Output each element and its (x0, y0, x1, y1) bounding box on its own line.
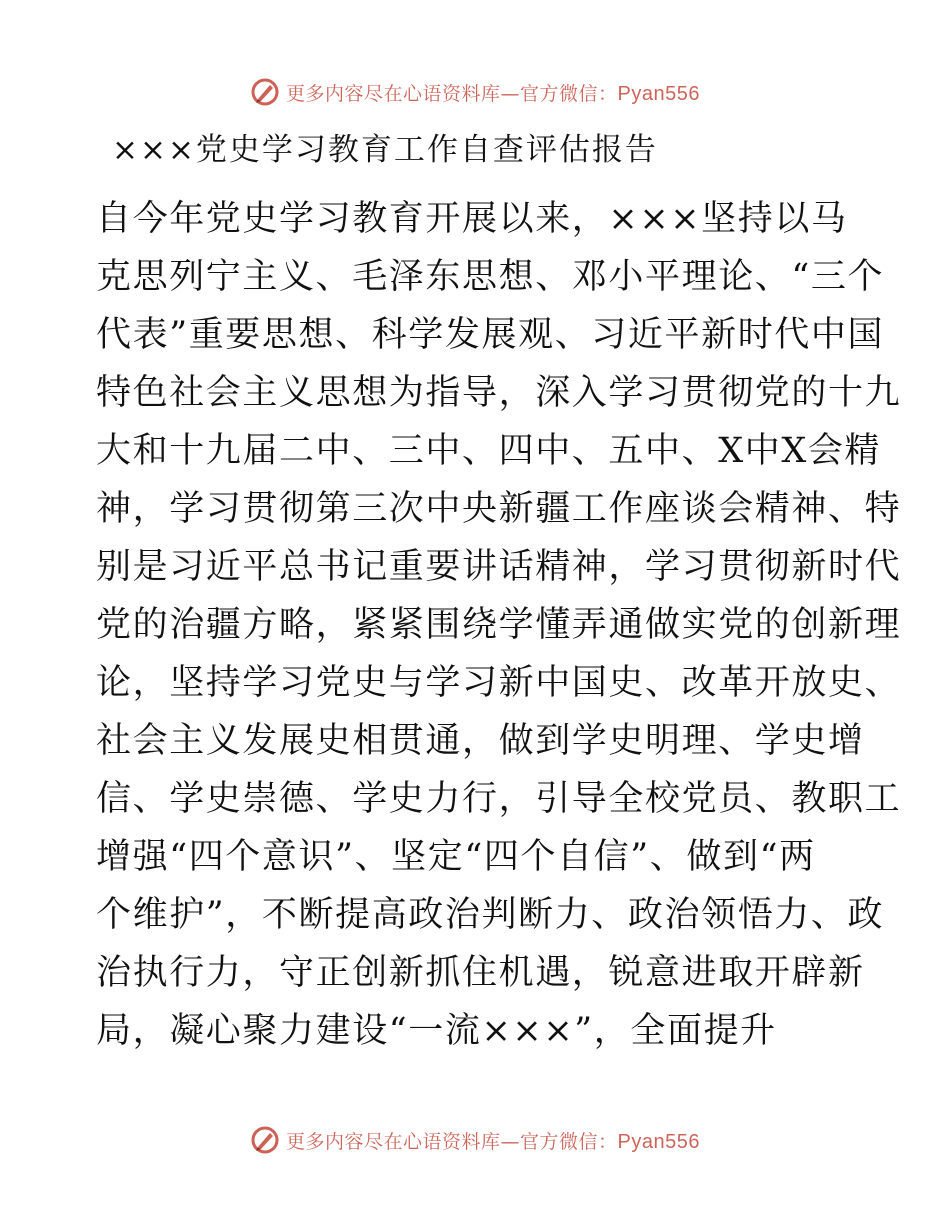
watermark-wechat-id: Pyan556 (617, 82, 700, 105)
body-line: 特色社会主义思想为指导，深入学习贯彻党的十九 (96, 373, 902, 413)
body-line: 神，学习贯彻第三次中央新疆工作座谈会精神、特 (96, 489, 902, 529)
pen-logo-icon (250, 77, 280, 107)
body-line: 社会主义发展史相贯通，做到学史明理、学史增 (96, 721, 865, 761)
body-line: 克思列宁主义、毛泽东思想、邓小平理论、“三个 (96, 257, 885, 297)
body-line: 党的治疆方略，紧紧围绕学懂弄通做实党的创新理 (96, 605, 902, 645)
body-line: 别是习近平总书记重要讲话精神，学习贯彻新时代 (96, 547, 902, 587)
body-line: 治执行力，守正创新抓住机遇，锐意进取开辟新 (96, 953, 865, 993)
pen-logo-icon (250, 1125, 280, 1155)
body-line: 代表”重要思想、科学发展观、习近平新时代中国 (96, 315, 885, 355)
document-title: ×××党史学习教育工作自查评估报告 (112, 132, 658, 168)
body-line: 自今年党史学习教育开展以来，×××坚持以马 (96, 199, 848, 239)
footer-watermark (0, 1120, 950, 1160)
watermark-wechat-id: Pyan556 (617, 1130, 700, 1153)
body-line: 增强“四个意识”、坚定“四个自信”、做到“两 (96, 837, 816, 877)
body-line: 论，坚持学习党史与学习新中国史、改革开放史、 (96, 663, 902, 703)
body-line: 局，凝心聚力建设“一流×××”，全面提升 (96, 1011, 777, 1051)
body-line: 信、学史崇德、学史力行，引导全校党员、教职工 (96, 779, 902, 819)
header-watermark (0, 72, 950, 112)
watermark-text: 更多内容尽在心语资料库—官方微信：Pyan556 (286, 82, 700, 105)
body-line: 大和十九届二中、三中、四中、五中、X中X会精 (96, 431, 882, 471)
watermark-text: 更多内容尽在心语资料库—官方微信：Pyan556 (286, 1130, 700, 1153)
body-line: 个维护”，不断提高政治判断力、政治领悟力、政 (96, 895, 885, 935)
document-body (96, 190, 901, 1060)
